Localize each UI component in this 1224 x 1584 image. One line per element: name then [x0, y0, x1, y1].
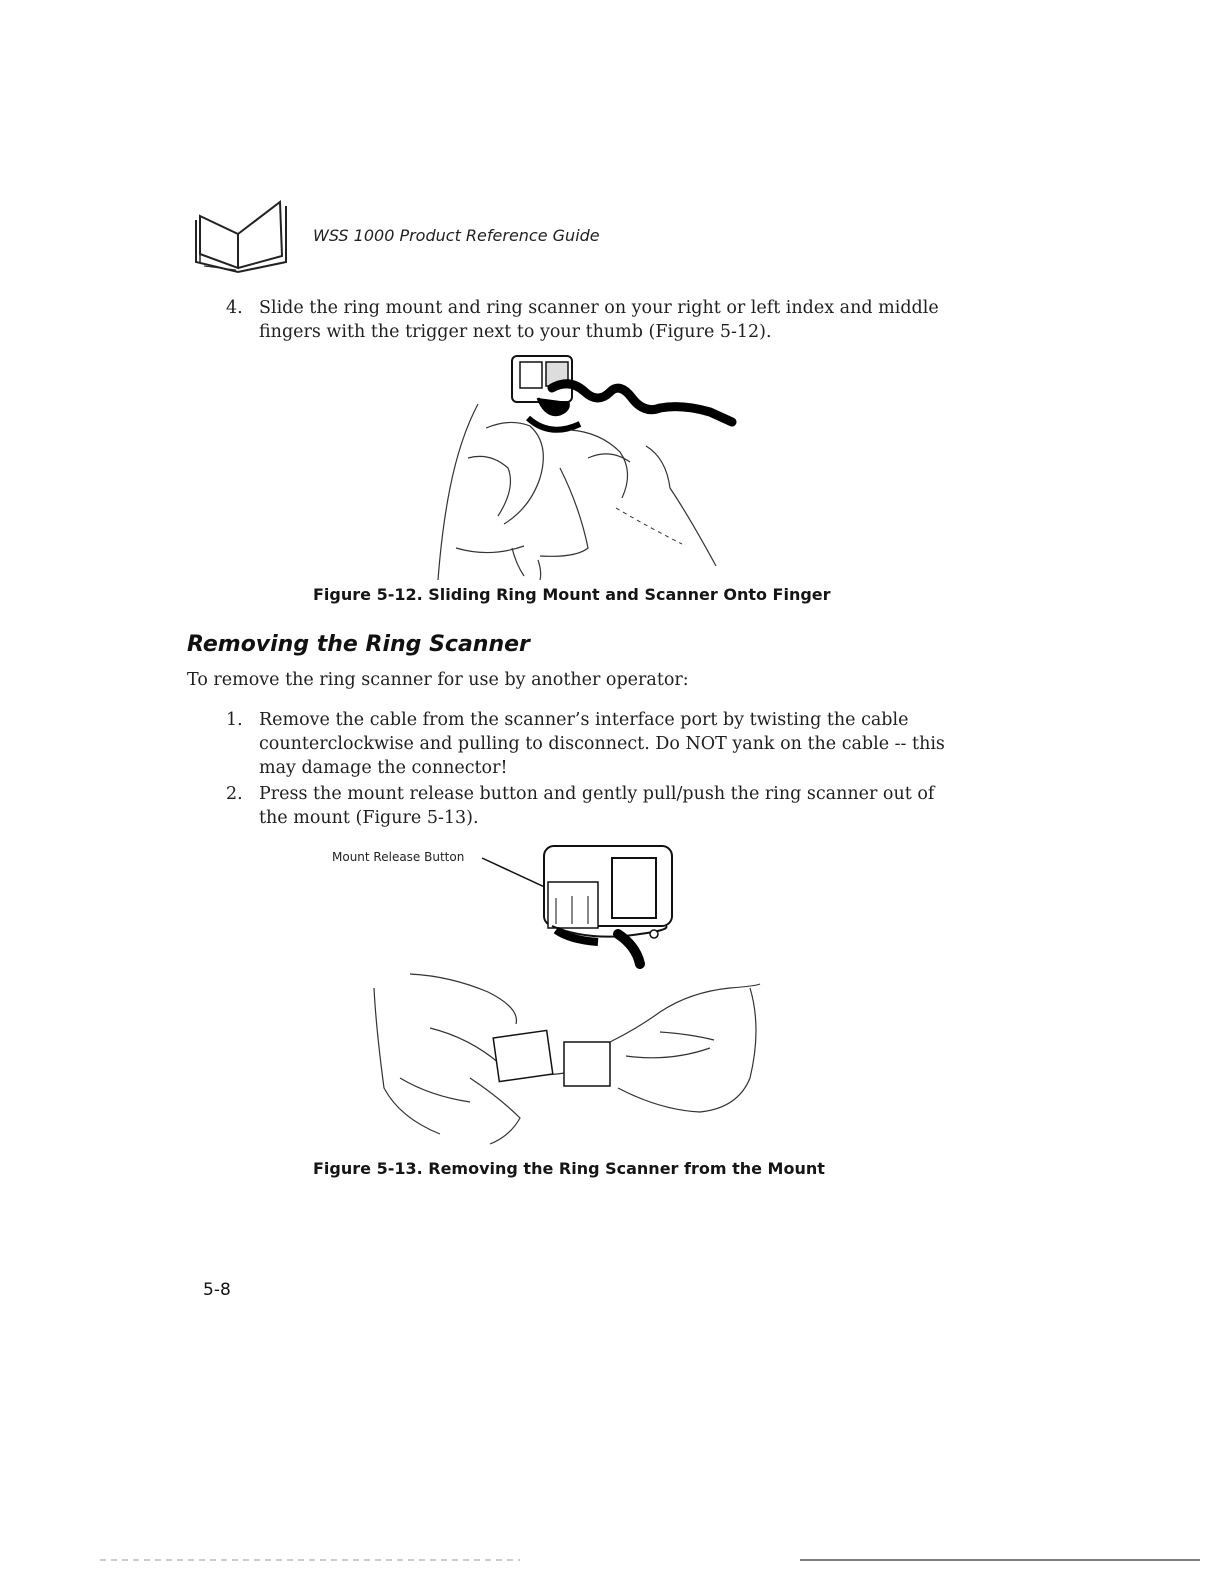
running-header: WSS 1000 Product Reference Guide: [313, 226, 600, 245]
step-text: Remove the cable from the scanner’s interface port by twisting the cable counterclockwise and pulling to disconnect. Do NOT yank on the cable -- this may damage the connector!: [259, 710, 945, 778]
step-number: 1.: [226, 710, 243, 730]
figure-5-13-scanner-illustration: [460, 838, 690, 970]
figure-5-12-illustration: [420, 348, 740, 584]
step-number: 4.: [226, 298, 243, 318]
section-intro: To remove the ring scanner for use by another operator:: [187, 670, 689, 690]
scan-artifact-line: [0, 1548, 1224, 1568]
step-text: Slide the ring mount and ring scanner on your right or left index and middle fingers with the trigger next to your thumb (Figure 5-12).: [259, 298, 939, 342]
step-text: Press the mount release button and gently pull/push the ring scanner out of the mount (Figure 5-13).: [259, 784, 935, 828]
figure-5-12-caption: Figure 5-12. Sliding Ring Mount and Scanner Onto Finger: [313, 585, 831, 604]
page-number: 5-8: [203, 1280, 231, 1300]
figure-5-13-caption: Figure 5-13. Removing the Ring Scanner from the Mount: [313, 1159, 825, 1178]
mount-release-button-callout: Mount Release Button: [332, 850, 465, 864]
section-heading: Removing the Ring Scanner: [187, 632, 530, 657]
figure-5-13-hands-illustration: [370, 968, 770, 1146]
step-number: 2.: [226, 784, 243, 804]
open-book-icon: [190, 196, 290, 276]
